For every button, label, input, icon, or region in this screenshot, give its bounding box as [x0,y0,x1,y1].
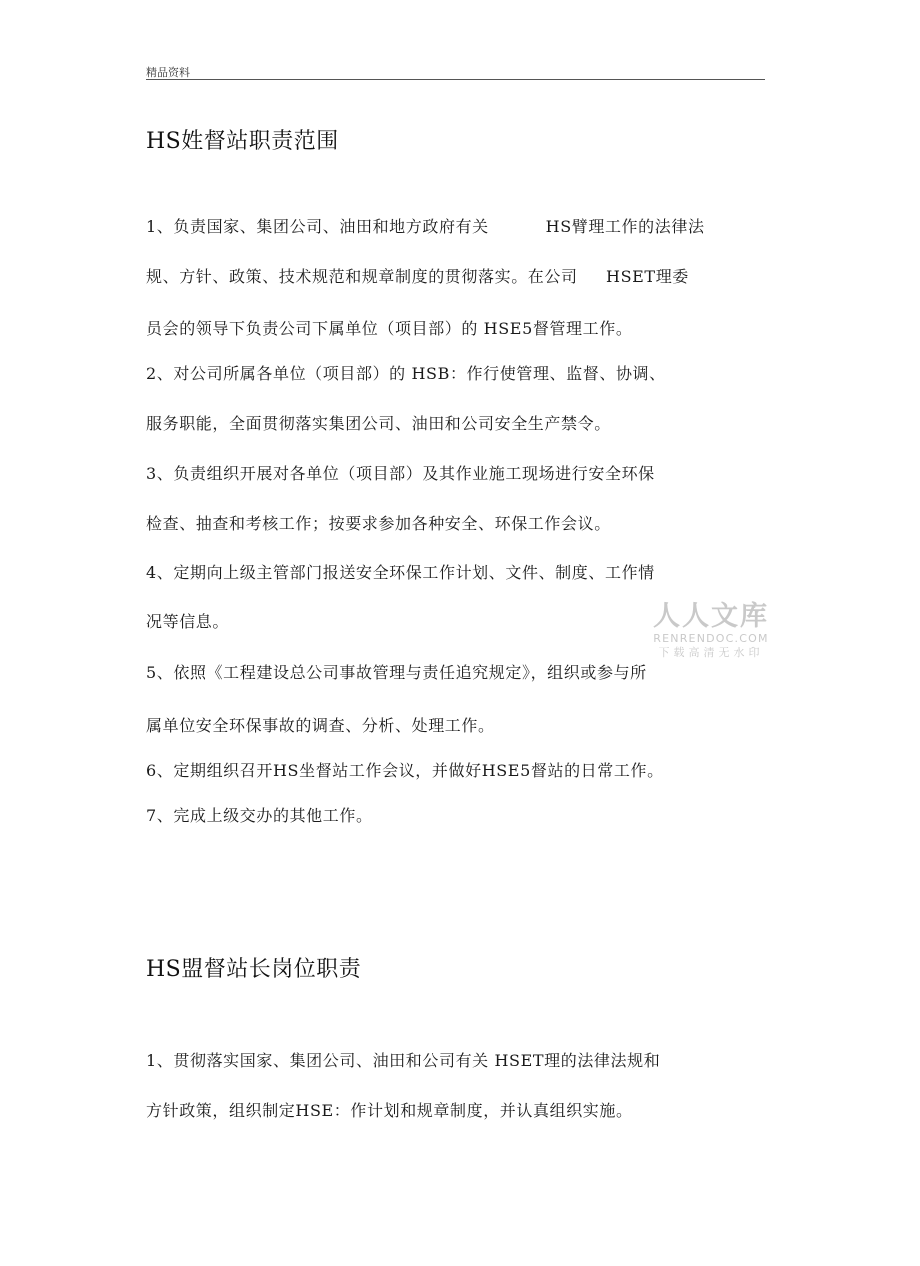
section1-line: 5、依照《工程建设总公司事故管理与责任追究规定》，组织或参与所 [146,663,647,682]
watermark-logo [646,602,776,660]
section1-line: 况等信息。 [146,612,230,631]
section1-line: 4、定期向上级主管部门报送安全环保工作计划、文件、制度、工作情 [146,563,655,582]
header-divider [146,79,765,80]
watermark-main: 人人文库 [653,601,769,632]
section1-line: 服务职能，全面贯彻落实集团公司、油田和公司安全生产禁令。 [146,414,611,433]
section1-line: 7、完成上级交办的其他工作。 [146,806,373,825]
watermark-tagline: 下载高清无水印 [658,646,764,659]
section1-line: 员会的领导下负责公司下属单位（项目部）的 HSE5督管理工作。 [146,319,633,338]
section2-line: 1、贯彻落实国家、集团公司、油田和公司有关 HSET理的法律法规和 [146,1051,661,1070]
section1-line: 6、定期组织召开HS坐督站工作会议，并做好HSE5督站的日常工作。 [146,761,664,780]
section1-line: 检查、抽查和考核工作；按要求参加各种安全、环保工作会议。 [146,514,611,533]
section2-line: 方针政策，组织制定HSE：作计划和规章制度，并认真组织实施。 [146,1101,633,1120]
section1-line: 3、负责组织开展对各单位（项目部）及其作业施工现场进行安全环保 [146,464,655,483]
header-label: 精品资料 [146,66,190,79]
watermark-domain: RENRENDOC.COM [653,632,769,645]
section1-line: 规、方针、政策、技术规范和规章制度的贯彻落实。在公司 HSET理委 [146,267,689,286]
section1-line: 属单位安全环保事故的调查、分析、处理工作。 [146,716,495,735]
section1-line: 2、对公司所属各单位（项目部）的 HSB：作行使管理、监督、协调、 [146,364,666,383]
section2-title: HS盟督站长岗位职责 [146,957,362,982]
section1-title: HS姓督站职责范围 [146,129,339,154]
section1-line: 1、负责国家、集团公司、油田和地方政府有关 HS臂理工作的法律法 [146,217,705,236]
